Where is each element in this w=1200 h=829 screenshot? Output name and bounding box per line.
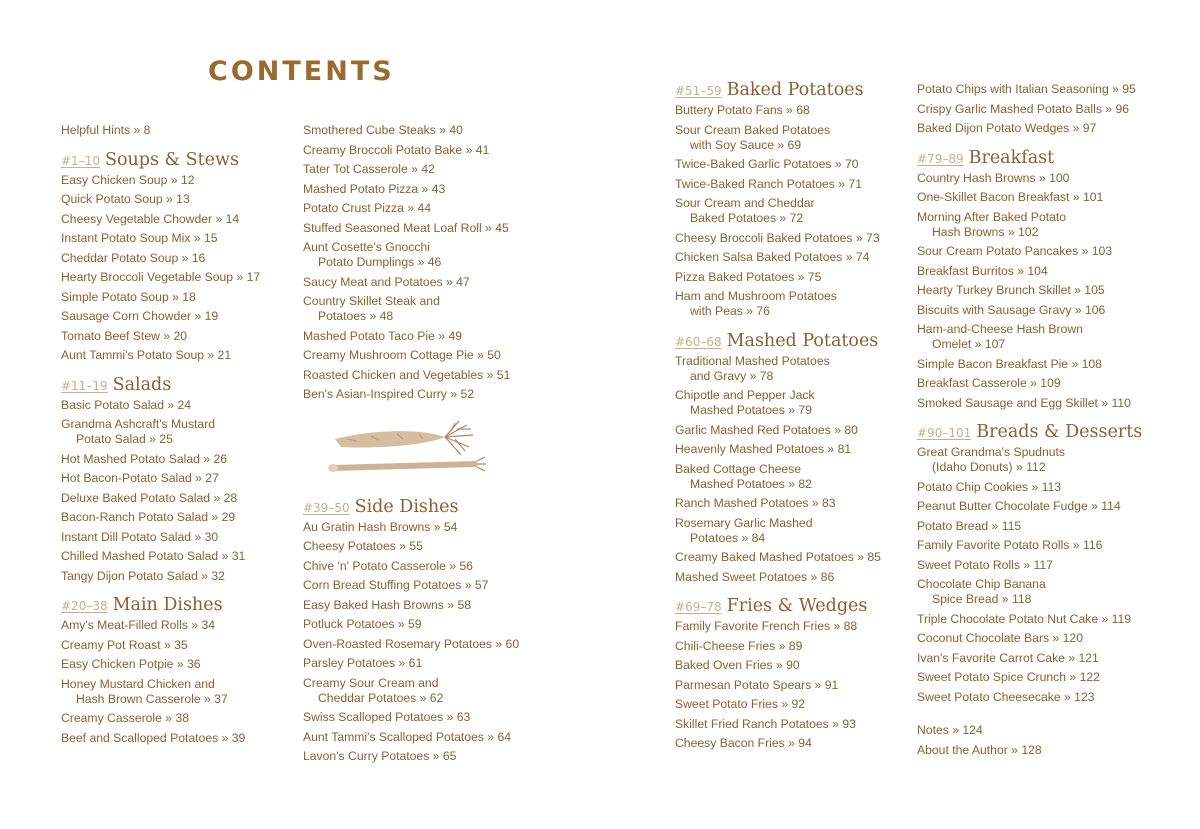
toc-entry (675, 155, 915, 175)
toc-entry (61, 288, 301, 308)
toc-list (61, 121, 301, 141)
toc-entry (303, 654, 543, 674)
toc-entry (303, 160, 543, 180)
toc-entry-text: Stuffed Seasoned Meat Loaf Roll » 45 (303, 220, 509, 235)
section-range: #79–89 (917, 151, 964, 166)
toc-entry-text: Swiss Scalloped Potatoes » 63 (303, 710, 471, 724)
toc-entry-text: Deluxe Baked Potato Salad » 28 (61, 490, 238, 505)
section-range: #39–50 (303, 500, 350, 515)
toc-entry-text: Breakfast Burritos » 104 (917, 263, 1048, 278)
toc-entry-text: Sweet Potato Cheesecake » 123 (917, 689, 1095, 704)
section-title: Soups & Stews (104, 149, 239, 170)
toc-entry-text: Creamy Casserole » 38 (61, 711, 190, 725)
toc-entry-text: Amy's Meat-Filled Rolls » 34 (61, 618, 216, 632)
toc-entry (675, 514, 915, 549)
toc-entry (61, 190, 301, 210)
toc-entry (303, 292, 543, 327)
toc-entry (61, 675, 301, 710)
toc-entry-text: Chilled Mashed Potato Salad » 31 (61, 549, 246, 563)
toc-entry-text: Twice-Baked Garlic Potatoes » 70 (675, 157, 859, 171)
toc-entry (675, 386, 915, 421)
toc-entry-continuation: Potatoes » 84 (690, 530, 766, 545)
toc-column-4 (917, 80, 1157, 760)
toc-entry (61, 249, 301, 269)
toc-entry-text: Family Favorite French Fries » 88 (675, 619, 858, 633)
toc-entry-text: Parmesan Potato Spears » 91 (675, 677, 839, 692)
toc-entry-text: Baked Oven Fries » 90 (675, 658, 800, 672)
toc-entry-text: Creamy Pot Roast » 35 (61, 637, 188, 652)
toc-entry-continuation: with Peas » 76 (690, 304, 770, 318)
toc-entry (917, 242, 1157, 262)
toc-entry (917, 517, 1157, 537)
toc-entry (675, 248, 915, 268)
toc-entry-text: One-Skillet Bacon Breakfast » 101 (917, 190, 1104, 204)
toc-entry-text: Morning After Baked Potato (917, 209, 1067, 224)
toc-entry (675, 287, 915, 322)
toc-entry (303, 346, 543, 366)
page-title: CONTENTS (208, 56, 395, 87)
toc-entry (303, 273, 543, 293)
toc-entry (917, 556, 1157, 576)
toc-entry (917, 301, 1157, 321)
toc-entry-text: Rosemary Garlic Mashed (675, 515, 813, 530)
toc-entry-text: Parsley Potatoes » 61 (303, 656, 423, 670)
toc-entry (303, 366, 543, 386)
toc-entry-text: Skillet Fried Ranch Potatoes » 93 (675, 716, 856, 731)
toc-entry (303, 674, 543, 709)
toc-entry-text: Creamy Broccoli Potato Bake » 41 (303, 142, 490, 157)
toc-entry-text: Creamy Mushroom Cottage Pie » 50 (303, 348, 501, 362)
toc-entry-text: Helpful Hints » 8 (61, 123, 151, 137)
toc-entry-text: Au Gratin Hash Browns » 54 (303, 519, 458, 534)
toc-entry (917, 629, 1157, 649)
toc-entry-text: Saucy Meat and Potatoes » 47 (303, 274, 470, 289)
toc-entry (675, 676, 915, 696)
toc-entry (917, 478, 1157, 498)
toc-entry (917, 169, 1157, 189)
toc-entry (61, 268, 301, 288)
toc-entry (61, 469, 301, 489)
toc-entry-text: Easy Baked Hash Browns » 58 (303, 597, 472, 612)
toc-entry-text: Lavon's Curry Potatoes » 65 (303, 749, 457, 763)
toc-entry-text: Potato Crust Pizza » 44 (303, 201, 432, 215)
toc-entry (917, 649, 1157, 669)
toc-entry (303, 141, 543, 161)
toc-entry-text: Easy Chicken Potpie » 36 (61, 657, 201, 671)
toc-entry (917, 208, 1157, 243)
toc-entry (675, 494, 915, 514)
toc-entry-text: Mashed Potato Pizza » 43 (303, 181, 446, 196)
toc-entry-text: Tater Tot Casserole » 42 (303, 162, 435, 176)
toc-entry (917, 575, 1157, 610)
toc-list (675, 101, 915, 322)
toc-entry-text: Potato Chips with Italian Seasoning » 95 (917, 82, 1136, 96)
toc-entry (303, 238, 543, 273)
toc-entry-continuation: Omelet » 107 (932, 337, 1006, 351)
toc-entry-text: Cheesy Bacon Fries » 94 (675, 736, 812, 750)
toc-entry (917, 100, 1157, 120)
toc-entry-continuation: Baked Potatoes » 72 (690, 211, 804, 225)
toc-entry (61, 415, 301, 450)
toc-entry-text: Creamy Baked Mashed Potatoes » 85 (675, 550, 881, 564)
section-heading-soups (61, 150, 301, 170)
toc-entry-continuation: Potato Salad » 25 (76, 432, 173, 446)
toc-entry (61, 229, 301, 249)
toc-entry-text: Smothered Cube Steaks » 40 (303, 123, 463, 137)
toc-entry-text: Bacon-Ranch Potato Salad » 29 (61, 510, 236, 524)
toc-entry (917, 119, 1157, 139)
toc-entry-text: Hot Bacon-Potato Salad » 27 (61, 471, 219, 485)
toc-entry-text: Baked Dijon Potato Wedges » 97 (917, 121, 1097, 135)
toc-entry (917, 374, 1157, 394)
toc-entry (675, 101, 915, 121)
section-heading-fries-wedges (675, 596, 915, 616)
toc-list (917, 443, 1157, 707)
toc-entry (917, 741, 1157, 761)
toc-entry-continuation: and Gravy » 78 (690, 368, 774, 383)
toc-entry (917, 80, 1157, 100)
toc-entry (917, 320, 1157, 355)
toc-entry-text: Chive 'n' Potato Casserole » 56 (303, 558, 473, 573)
toc-entry (61, 171, 301, 191)
toc-entry-text: Tomato Beef Stew » 20 (61, 328, 188, 343)
section-title: Breads & Desserts (976, 422, 1143, 442)
toc-entry-text: Instant Dill Potato Salad » 30 (61, 529, 219, 544)
toc-entry-text: Biscuits with Sausage Gravy » 106 (917, 302, 1106, 317)
section-heading-breakfast (917, 148, 1157, 168)
toc-entry (61, 307, 301, 327)
toc-entry-text: Sweet Potato Rolls » 117 (917, 557, 1053, 572)
toc-entry-text: Oven-Roasted Rosemary Potatoes » 60 (303, 636, 520, 651)
toc-entry (675, 695, 915, 715)
toc-entry-text: Hearty Broccoli Vegetable Soup » 17 (61, 270, 261, 284)
toc-entry-text: Aunt Cosette's Gnocchi (303, 240, 430, 254)
toc-entry-text: Coconut Chocolate Bars » 120 (917, 631, 1083, 645)
toc-list (675, 352, 915, 588)
toc-entry-text: Chocolate Chip Banana (917, 577, 1046, 591)
toc-entry (303, 708, 543, 728)
toc-entry-text: Aunt Tammi's Scalloped Potatoes » 64 (303, 729, 512, 744)
toc-list (303, 518, 543, 767)
section-heading-breads-desserts (917, 422, 1157, 442)
toc-entry (675, 460, 915, 495)
toc-entry (303, 385, 543, 405)
toc-column-2 (303, 121, 543, 767)
toc-entry-continuation: with Soy Sauce » 69 (690, 137, 802, 152)
spacer (917, 707, 1157, 721)
toc-entry-text: Chicken Salsa Baked Potatoes » 74 (675, 250, 870, 264)
toc-entry-continuation: Cheddar Potatoes » 62 (318, 690, 444, 705)
toc-entry (917, 394, 1157, 414)
toc-entry (303, 327, 543, 347)
toc-entry (61, 450, 301, 470)
toc-entry-text: Cheesy Broccoli Baked Potatoes » 73 (675, 230, 880, 245)
toc-entry (675, 617, 915, 637)
section-range: #51–59 (675, 84, 722, 98)
toc-entry (61, 489, 301, 509)
toc-entry (61, 346, 301, 366)
toc-entry-text: Quick Potato Soup » 13 (61, 192, 190, 206)
toc-entry (675, 229, 915, 249)
toc-list (675, 617, 915, 754)
toc-entry-text: Breakfast Casserole » 109 (917, 376, 1061, 390)
section-heading-salads (61, 375, 301, 395)
section-range: #11–19 (61, 378, 108, 393)
toc-entry-text: Garlic Mashed Red Potatoes » 80 (675, 422, 858, 437)
section-range: #20–38 (61, 599, 108, 613)
toc-list (917, 80, 1157, 139)
toc-entry (675, 175, 915, 195)
toc-entry-text: Easy Chicken Soup » 12 (61, 172, 195, 187)
toc-entry (917, 536, 1157, 556)
toc-entry-text: Crispy Garlic Mashed Potato Balls » 96 (917, 101, 1130, 116)
toc-entry (303, 615, 543, 635)
toc-entry-text: Roasted Chicken and Vegetables » 51 (303, 367, 511, 382)
toc-list (61, 616, 301, 748)
toc-entry (303, 121, 543, 141)
toc-entry (303, 596, 543, 616)
toc-entry-text: Mashed Sweet Potatoes » 86 (675, 569, 835, 584)
toc-entry (61, 508, 301, 528)
toc-entry (917, 610, 1157, 630)
toc-list (61, 171, 301, 366)
toc-entry-continuation: Spice Bread » 118 (932, 592, 1032, 606)
toc-entry (61, 547, 301, 567)
toc-entry-text: Cheesy Vegetable Chowder » 14 (61, 211, 240, 226)
toc-entry (61, 616, 301, 636)
toc-entry (303, 557, 543, 577)
toc-entry-text: Cheddar Potato Soup » 16 (61, 250, 206, 265)
toc-entry-text: Smoked Sausage and Egg Skillet » 110 (917, 395, 1131, 410)
toc-entry-text: Notes » 124 (917, 723, 983, 737)
toc-entry (917, 721, 1157, 741)
toc-column-1 (61, 121, 301, 748)
section-range: #90–101 (917, 426, 972, 440)
toc-entry-text: Sausage Corn Chowder » 19 (61, 309, 219, 323)
toc-entry-text: Heavenly Mashed Potatoes » 81 (675, 442, 852, 456)
toc-entry-continuation: Hash Browns » 102 (932, 224, 1039, 239)
section-title: Side Dishes (354, 496, 459, 517)
toc-entry (303, 180, 543, 200)
toc-entry (303, 635, 543, 655)
toc-entry (917, 668, 1157, 688)
toc-entry (61, 729, 301, 749)
toc-entry-text: Tangy Dijon Potato Salad » 32 (61, 568, 225, 583)
toc-entry (303, 728, 543, 748)
toc-entry-text: Hot Mashed Potato Salad » 26 (61, 451, 227, 466)
toc-entry-text: Potluck Potatoes » 59 (303, 617, 422, 631)
toc-entry (917, 355, 1157, 375)
toc-entry-text: Instant Potato Soup Mix » 15 (61, 231, 218, 245)
toc-entry-text: Grandma Ashcraft's Mustard (61, 417, 216, 431)
section-heading-mashed-potatoes (675, 331, 915, 351)
toc-entry (61, 327, 301, 347)
section-heading-side-dishes (303, 497, 543, 517)
toc-entry (675, 421, 915, 441)
section-range: #1–10 (61, 153, 100, 168)
toc-entry (675, 548, 915, 568)
toc-entry-text: Family Favorite Potato Rolls » 116 (917, 538, 1103, 552)
toc-entry (917, 443, 1157, 478)
toc-entry (917, 497, 1157, 517)
toc-entry (61, 396, 301, 416)
toc-entry (675, 352, 915, 387)
toc-entry-text: Sour Cream Baked Potatoes (675, 122, 831, 137)
section-title: Baked Potatoes (726, 80, 864, 100)
toc-entry-text: About the Author » 128 (917, 742, 1042, 757)
toc-entry (303, 576, 543, 596)
toc-entry (675, 568, 915, 588)
toc-entry-continuation: Mashed Potatoes » 82 (690, 476, 812, 491)
toc-entry-text: Chili-Cheese Fries » 89 (675, 638, 803, 653)
toc-entry (61, 567, 301, 587)
toc-column-3 (675, 80, 915, 754)
toc-entry (917, 688, 1157, 708)
toc-entry (303, 518, 543, 538)
toc-entry (675, 440, 915, 460)
toc-entry-continuation: Mashed Potatoes » 79 (690, 403, 812, 417)
section-title: Salads (112, 374, 172, 395)
section-range: #69–78 (675, 600, 722, 614)
toc-entry-text: Cheesy Potatoes » 55 (303, 539, 423, 553)
toc-list (61, 396, 301, 587)
toc-entry-text: Beef and Scalloped Potatoes » 39 (61, 730, 246, 745)
toc-entry-text: Aunt Tammi's Potato Soup » 21 (61, 348, 232, 362)
toc-entry-text: Creamy Sour Cream and (303, 675, 439, 690)
toc-entry (675, 656, 915, 676)
carrot-and-leek-illustration (327, 417, 487, 481)
toc-entry-text: Ivan's Favorite Carrot Cake » 121 (917, 650, 1099, 665)
toc-entry-continuation: Potato Dumplings » 46 (318, 255, 442, 269)
toc-entry (61, 636, 301, 656)
toc-entry-text: Ham-and-Cheese Hash Brown (917, 322, 1083, 336)
toc-entry-text: Sour Cream Potato Pancakes » 103 (917, 244, 1113, 258)
toc-entry-text: Corn Bread Stuffing Potatoes » 57 (303, 578, 489, 592)
section-range: #60–68 (675, 334, 722, 349)
section-title: Fries & Wedges (726, 596, 868, 616)
section-title: Main Dishes (112, 595, 223, 615)
section-title: Mashed Potatoes (726, 330, 879, 351)
toc-entry-text: Sweet Potato Fries » 92 (675, 697, 806, 711)
toc-entry-text: Hearty Turkey Brunch Skillet » 105 (917, 283, 1105, 297)
toc-entry (675, 268, 915, 288)
toc-entry-continuation: Potatoes » 48 (318, 309, 394, 323)
toc-entry-text: Great Grandma's Spudnuts (917, 445, 1065, 459)
toc-entry-text: Buttery Potato Fans » 68 (675, 103, 810, 117)
toc-entry-text: Pizza Baked Potatoes » 75 (675, 269, 822, 284)
toc-entry-text: Triple Chocolate Potato Nut Cake » 119 (917, 611, 1132, 626)
toc-entry (917, 262, 1157, 282)
section-heading-main-dishes (61, 595, 301, 615)
toc-entry (917, 188, 1157, 208)
toc-entry-text: Traditional Mashed Potatoes (675, 353, 830, 368)
toc-entry (917, 281, 1157, 301)
toc-entry-text: Baked Cottage Cheese (675, 461, 802, 476)
toc-entry-text: Peanut Butter Chocolate Fudge » 114 (917, 499, 1121, 513)
toc-entry (675, 734, 915, 754)
toc-entry (675, 715, 915, 735)
toc-entry-text: Ranch Mashed Potatoes » 83 (675, 496, 836, 510)
toc-entry (61, 121, 301, 141)
toc-entry (303, 537, 543, 557)
toc-entry-text: Mashed Potato Taco Pie » 49 (303, 328, 462, 343)
section-title: Breakfast (968, 147, 1055, 168)
toc-entry-text: Country Skillet Steak and (303, 294, 440, 308)
toc-entry-text: Chipotle and Pepper Jack (675, 388, 815, 402)
toc-entry-continuation: Hash Brown Casserole » 37 (76, 691, 228, 706)
toc-entry-text: Sour Cream and Cheddar (675, 196, 815, 210)
toc-entry-text: Honey Mustard Chicken and (61, 676, 215, 691)
toc-entry (61, 210, 301, 230)
toc-entry-text: Basic Potato Salad » 24 (61, 397, 192, 412)
toc-entry (303, 219, 543, 239)
toc-entry (61, 528, 301, 548)
toc-entry-text: Potato Chip Cookies » 113 (917, 479, 1062, 494)
toc-list (917, 169, 1157, 414)
toc-entry-continuation: (Idaho Donuts) » 112 (932, 460, 1046, 474)
toc-entry (675, 194, 915, 229)
toc-entry-text: Ben's Asian-Inspired Curry » 52 (303, 387, 475, 401)
toc-entry (303, 747, 543, 767)
toc-list (917, 721, 1157, 760)
toc-entry-text: Simple Potato Soup » 18 (61, 289, 196, 304)
toc-entry (303, 199, 543, 219)
toc-entry (61, 655, 301, 675)
toc-entry-text: Twice-Baked Ranch Potatoes » 71 (675, 176, 862, 191)
section-heading-baked-potatoes (675, 80, 915, 100)
toc-entry-text: Simple Bacon Breakfast Pie » 108 (917, 356, 1102, 371)
toc-list (303, 121, 543, 405)
toc-entry (675, 637, 915, 657)
toc-entry-text: Sweet Potato Spice Crunch » 122 (917, 670, 1100, 684)
toc-entry-text: Country Hash Browns » 100 (917, 170, 1070, 185)
toc-entry-text: Ham and Mushroom Potatoes (675, 289, 837, 303)
toc-entry-text: Potato Bread » 115 (917, 518, 1022, 533)
toc-entry (675, 121, 915, 156)
toc-entry (61, 709, 301, 729)
